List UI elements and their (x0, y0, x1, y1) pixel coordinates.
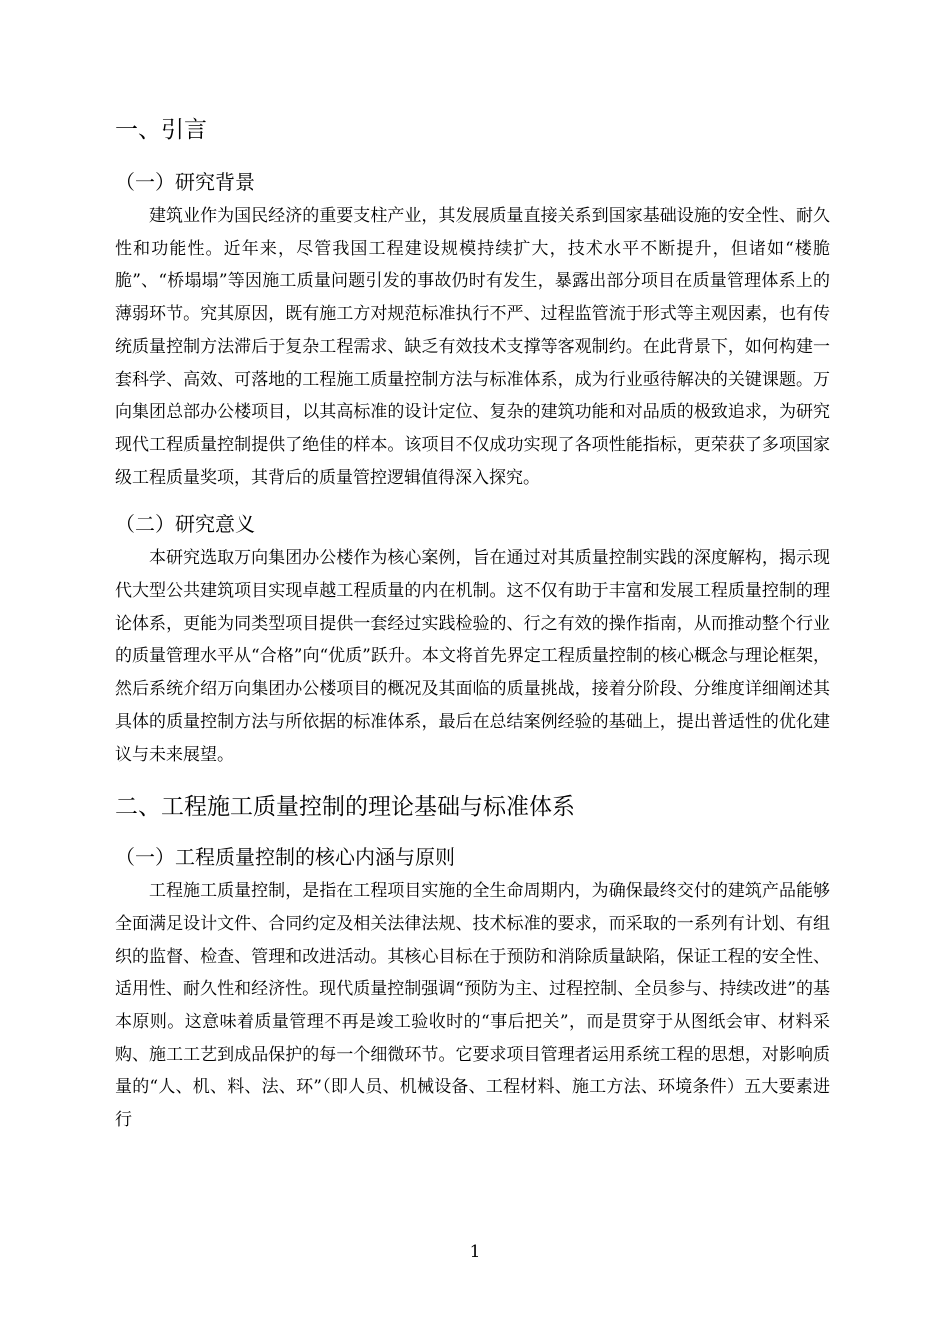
paragraph-background: 建筑业作为国民经济的重要支柱产业，其发展质量直接关系到国家基础设施的安全性、耐久性和功能性。近年来，尽管我国工程建设规模持续扩大，技术水平不断提升，但诸如“楼脆脆”、“桥塌塌”等因施工质量问题引发的事故仍时有发生，暴露出部分项目在质量管理体系上的薄弱环节。究其原因，既有施工方对规范标准执行不严、过程监管流于形式等主观因素，也有传统质量控制方法滞后于复杂工程需求、缺乏有效技术支撑等客观制约。在此背景下，如何构建一套科学、高效、可落地的工程施工质量控制方法与标准体系，成为行业亟待解决的关键课题。万向集团总部办公楼项目，以其高标准的设计定位、复杂的建筑功能和对品质的极致追求，为研究现代工程质量控制提供了绝佳的样本。该项目不仅成功实现了各项性能指标，更荣获了多项国家级工程质量奖项，其背后的质量管控逻辑值得深入探究。 (115, 206, 830, 488)
paragraph-core-connotation: 工程施工质量控制，是指在工程项目实施的全生命周期内，为确保最终交付的建筑产品能够全面满足设计文件、合同约定及相关法律法规、技术标准的要求，而采取的一系列有计划、有组织的监督、检查、管理和改进活动。其核心目标在于预防和消除质量缺陷，保证工程的安全性、适用性、耐久性和经济性。现代质量控制强调“预防为主、过程控制、全员参与、持续改进”的基本原则。这意味着质量管理不再是竣工验收时的“事后把关”，而是贯穿于从图纸会审、材料采购、施工工艺到成品保护的每一个细微环节。它要求项目管理者运用系统工程的思想，对影响质量的“人、机、料、法、环”（即人员、机械设备、工程材料、施工方法、环境条件）五大要素进行 (115, 881, 830, 1131)
section-heading-theory: 二、工程施工质量控制的理论基础与标准体系 (115, 794, 575, 821)
subsection-heading-significance: （二）研究意义 (115, 512, 255, 537)
subsection-heading-background: （一）研究背景 (115, 170, 255, 194)
page-number: 1 (469, 1242, 481, 1262)
document-body (115, 110, 830, 1137)
section-heading-intro: 一、引言 (115, 117, 207, 143)
subsection-heading-core-connotation: （一）工程质量控制的核心内涵与原则 (115, 845, 455, 870)
paragraph-significance: 本研究选取万向集团办公楼作为核心案例，旨在通过对其质量控制实践的深度解构，揭示现代大型公共建筑项目实现卓越工程质量的内在机制。这不仅有助于丰富和发展工程质量控制的理论体系，更能为同类型项目提供一套经过实践检验的、行之有效的操作指南，从而推动整个行业的质量管理水平从“合格”向“优质”跃升。本文将首先界定工程质量控制的核心概念与理论框架，然后系统介绍万向集团办公楼项目的概况及其面临的质量挑战，接着分阶段、分维度详细阐述其具体的质量控制方法与所依据的标准体系，最后在总结案例经验的基础上，提出普适性的优化建议与未来展望。 (115, 548, 830, 765)
